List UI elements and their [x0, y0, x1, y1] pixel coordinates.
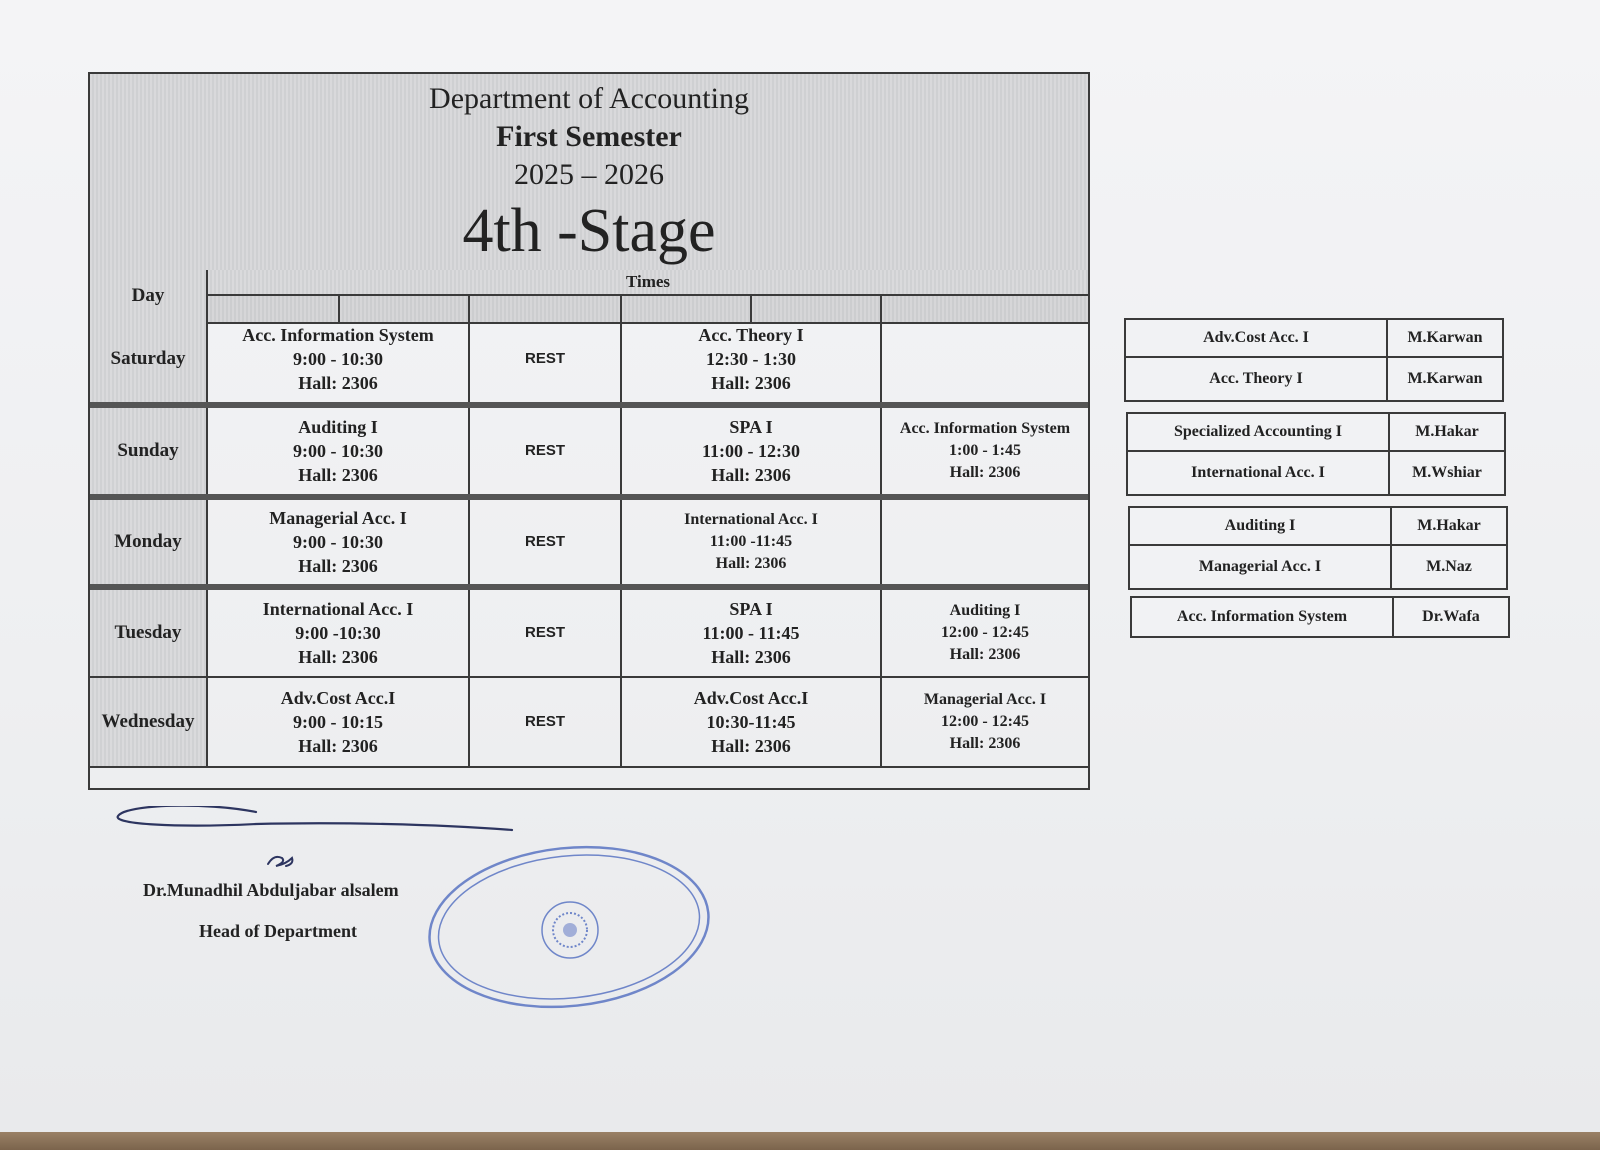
course-name: Auditing I	[298, 417, 378, 437]
class-time: 11:00 - 11:45	[702, 623, 800, 643]
class-slot-cell	[882, 316, 1088, 402]
class-time: 12:00 - 12:45	[941, 713, 1029, 730]
course-name: Managerial Acc. I	[923, 691, 1047, 708]
hall-number: Hall: 2306	[298, 556, 378, 576]
instructor-course: International Acc. I	[1128, 452, 1390, 494]
day-cell: Wednesday	[90, 678, 208, 766]
schedule-row-saturday	[90, 316, 1088, 408]
instructor-row	[1128, 414, 1504, 452]
hall-number: Hall: 2306	[298, 465, 378, 485]
stage-title: 4th -Stage	[462, 197, 716, 265]
department-title: Department of Accounting	[429, 82, 749, 115]
instructor-group	[1128, 506, 1508, 590]
rest-label: REST	[524, 713, 565, 730]
course-name: Acc. Information System	[899, 420, 1071, 437]
day-column-header: Day	[90, 270, 208, 322]
day-cell: Tuesday	[90, 590, 208, 676]
class-time: 11:00 -11:45	[709, 533, 793, 550]
instructor-course: Auditing I	[1130, 508, 1392, 544]
desk-surface	[0, 1132, 1600, 1150]
hall-number: Hall: 2306	[298, 373, 378, 393]
hall-number: Hall: 2306	[949, 735, 1021, 752]
class-slot-cell	[622, 408, 882, 494]
class-time: 12:30 - 1:30	[706, 349, 796, 369]
course-name: Acc. Information System	[242, 325, 434, 345]
course-name: Acc. Theory I	[698, 325, 804, 345]
schedule-row-wednesday	[90, 678, 1088, 768]
day-cell: Sunday	[90, 408, 208, 494]
class-time: 11:00 - 12:30	[702, 441, 800, 461]
hall-number: Hall: 2306	[711, 647, 791, 667]
rest-cell	[470, 316, 622, 402]
instructor-row	[1130, 546, 1506, 588]
instructor-course: Acc. Information System	[1132, 598, 1394, 636]
course-name: Adv.Cost Acc.I	[280, 688, 396, 708]
schedule-header	[90, 74, 1088, 272]
hall-number: Hall: 2306	[715, 555, 787, 572]
class-time: 9:00 -10:30	[295, 623, 381, 643]
class-slot-cell	[208, 316, 470, 402]
schedule-table	[88, 72, 1090, 790]
instructor-row	[1126, 320, 1502, 358]
class-slot-cell	[622, 500, 882, 584]
class-time: 9:00 - 10:30	[293, 349, 383, 369]
rest-label: REST	[524, 533, 565, 550]
course-name: Auditing I	[949, 602, 1021, 619]
signatory-name: Dr.Munadhil Abduljabar alsalem	[143, 880, 399, 900]
rest-label: REST	[524, 624, 565, 641]
instructor-name: Dr.Wafa	[1422, 608, 1480, 625]
instructor-course: Managerial Acc. I	[1130, 546, 1392, 588]
class-time: 9:00 - 10:15	[293, 712, 383, 732]
instructor-row	[1128, 452, 1504, 494]
class-slot-cell	[882, 590, 1088, 676]
instructor-name: M.Hakar	[1417, 517, 1481, 534]
class-slot-cell	[622, 316, 882, 402]
class-slot-cell	[882, 408, 1088, 494]
rest-cell	[470, 590, 622, 676]
hall-number: Hall: 2306	[949, 646, 1021, 663]
course-name: International Acc. I	[684, 511, 818, 528]
hall-number: Hall: 2306	[711, 736, 791, 756]
hall-number: Hall: 2306	[711, 465, 791, 485]
rest-cell	[470, 408, 622, 494]
course-name: SPA I	[729, 599, 773, 619]
times-column-header: Times	[208, 270, 1088, 296]
rest-label: REST	[524, 442, 565, 459]
rest-cell	[470, 678, 622, 766]
instructor-name: M.Wshiar	[1412, 464, 1482, 481]
instructor-course: Specialized Accounting I	[1128, 414, 1390, 450]
hall-number: Hall: 2306	[949, 464, 1021, 481]
instructor-name: M.Hakar	[1415, 423, 1479, 440]
instructor-course: Acc. Theory I	[1126, 358, 1388, 400]
schedule-row-tuesday	[90, 590, 1088, 678]
instructor-group	[1126, 412, 1506, 496]
instructor-group	[1130, 596, 1510, 638]
hall-number: Hall: 2306	[298, 736, 378, 756]
course-name: International Acc. I	[262, 599, 414, 619]
rest-label: REST	[524, 350, 565, 367]
course-name: SPA I	[729, 417, 773, 437]
class-time: 12:00 - 12:45	[941, 624, 1029, 641]
class-time: 9:00 - 10:30	[293, 532, 383, 552]
hall-number: Hall: 2306	[298, 647, 378, 667]
schedule-row-monday	[90, 500, 1088, 590]
instructor-row	[1132, 598, 1508, 636]
instructor-name: M.Karwan	[1407, 370, 1483, 387]
class-slot-cell	[208, 500, 470, 584]
signatory-title: Head of Department	[199, 921, 357, 941]
class-time: 9:00 - 10:30	[293, 441, 383, 461]
class-slot-cell	[208, 678, 470, 766]
day-cell: Saturday	[90, 316, 208, 402]
day-cell: Monday	[90, 500, 208, 584]
academic-year: 2025 – 2026	[514, 158, 664, 191]
hall-number: Hall: 2306	[711, 373, 791, 393]
class-slot-cell	[882, 500, 1088, 584]
instructor-course: Adv.Cost Acc. I	[1126, 320, 1388, 356]
instructor-row	[1126, 358, 1502, 400]
class-time: 1:00 - 1:45	[949, 442, 1021, 459]
class-slot-cell	[208, 408, 470, 494]
class-slot-cell	[882, 678, 1088, 766]
class-time: 10:30-11:45	[706, 712, 796, 732]
instructor-name: M.Naz	[1426, 558, 1472, 575]
class-slot-cell	[622, 590, 882, 676]
schedule-row-sunday	[90, 408, 1088, 500]
instructor-row	[1130, 508, 1506, 546]
department-stamp	[424, 842, 714, 1012]
instructor-name: M.Karwan	[1407, 329, 1483, 346]
class-slot-cell	[208, 590, 470, 676]
semester-title: First Semester	[496, 120, 682, 153]
instructor-group	[1124, 318, 1504, 402]
course-name: Managerial Acc. I	[269, 508, 407, 528]
class-slot-cell	[622, 678, 882, 766]
course-name: Adv.Cost Acc.I	[693, 688, 809, 708]
rest-cell	[470, 500, 622, 584]
